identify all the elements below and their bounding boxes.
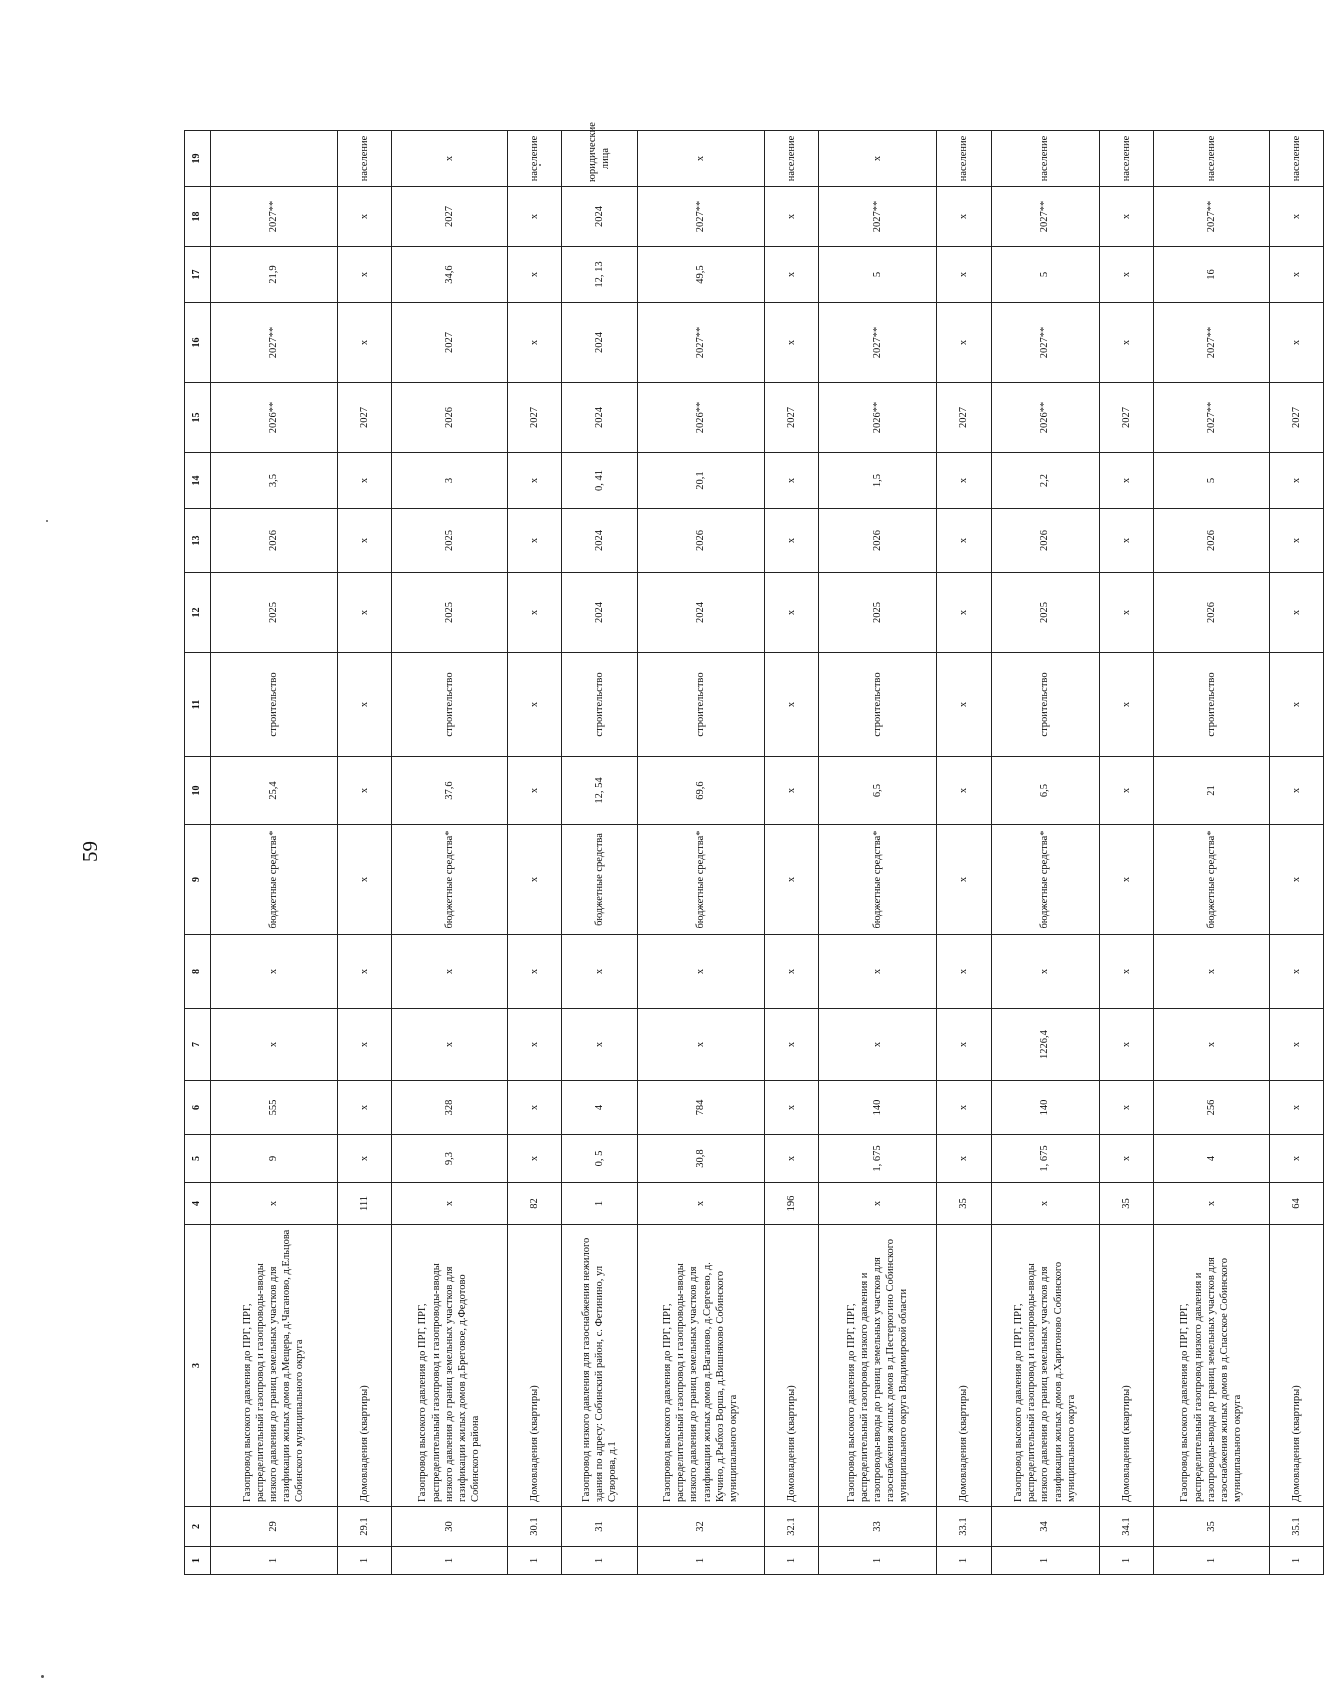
column-number: 14 [185,453,211,509]
table-cell-col-4: 35 [1099,1183,1153,1225]
table-cell-col-10: х [337,757,391,825]
table-cell-col-13: х [1099,509,1153,573]
table-cell-col-4: 111 [337,1183,391,1225]
table-cell-col-16: х [507,303,561,383]
table-cell-col-13: 2025 [391,509,507,573]
table-cell-col-8: х [637,935,764,1009]
table-cell-col-6: х [937,1081,991,1135]
table-cell-col-18: 2027** [1153,187,1269,247]
table-cell-col-8: х [561,935,637,1009]
table-cell-col-2: 32 [637,1507,764,1547]
table-cell-col-10: х [507,757,561,825]
table-cell-col-3: Газопровод высокого давления до ПРГ, ПРГ, распределительный газопровод и газопроводы-вводы низкого давления до границ земельных участков для газификации жилых домов д.Харитоново Собинского муниципального округа [991,1225,1099,1507]
table-cell-col-9: х [937,825,991,935]
table-cell-col-9: х [507,825,561,935]
table-cell-col-9: бюджетные средства* [210,825,337,935]
table-cell-col-16: 2024 [561,303,637,383]
table-cell-col-5: 4 [1153,1135,1269,1183]
table-cell-col-1: 1 [507,1547,561,1575]
table-cell-col-2: 35.1 [1269,1507,1323,1547]
table-cell-col-2: 33.1 [937,1507,991,1547]
table-cell-col-9: бюджетные средства* [391,825,507,935]
table-cell-col-10: 12, 54 [561,757,637,825]
table-cell-col-8: х [764,935,818,1009]
table-cell-col-14: 2,2 [991,453,1099,509]
table-cell-col-1: 1 [1099,1547,1153,1575]
column-number: 2 [185,1507,211,1547]
table-cell-col-8: х [1153,935,1269,1009]
table-cell-col-19: население [937,131,991,187]
table-cell-col-5: 30,8 [637,1135,764,1183]
table-cell-col-5: х [1269,1135,1323,1183]
table-cell-col-11: строительство [818,653,937,757]
column-number: 7 [185,1009,211,1081]
table-cell-col-2: 33 [818,1507,937,1547]
table-cell-col-10: 69,6 [637,757,764,825]
table-cell-col-17: х [1099,247,1153,303]
table-cell-col-17: х [1269,247,1323,303]
scan-speck [41,1675,44,1678]
table-row [1269,131,1323,1575]
table-cell-col-3: Газопровод высокого давления до ПРГ, ПРГ, распределительный газопровод низкого давления и газопроводы-вводы до границ земельных участков для газоснабжения жилых домов в д.Пестерюгино Собинского муниципального округа Владимирской области [818,1225,937,1507]
table-cell-col-1: 1 [764,1547,818,1575]
table-cell-col-1: 1 [337,1547,391,1575]
table-cell-col-14: 1,5 [818,453,937,509]
table-cell-col-7: 1226,4 [991,1009,1099,1081]
table-cell-col-19: население [1153,131,1269,187]
table-cell-col-13: 2026 [818,509,937,573]
table-row [818,131,937,1575]
table-cell-col-18: 2027** [991,187,1099,247]
table-cell-col-12: х [507,573,561,653]
table-cell-col-7: х [637,1009,764,1081]
table-cell-col-13: 2026 [210,509,337,573]
table-cell-col-1: 1 [991,1547,1099,1575]
table-cell-col-2: 35 [1153,1507,1269,1547]
table-cell-col-10: 21 [1153,757,1269,825]
table-cell-col-13: х [507,509,561,573]
table-cell-col-3: Домовладения (квартиры) [507,1225,561,1507]
table-cell-col-10: 37,6 [391,757,507,825]
table-cell-col-4: х [1153,1183,1269,1225]
column-number: 16 [185,303,211,383]
table-cell-col-1: 1 [937,1547,991,1575]
table-cell-col-12: х [1099,573,1153,653]
table-cell-col-14: х [1099,453,1153,509]
table-cell-col-13: 2024 [561,509,637,573]
table-cell-col-10: х [1099,757,1153,825]
table-cell-col-15: 2027 [1099,383,1153,453]
column-number: 4 [185,1183,211,1225]
table-cell-col-18: х [1269,187,1323,247]
table-cell-col-5: 9 [210,1135,337,1183]
table-cell-col-16: х [337,303,391,383]
table-cell-col-5: х [1099,1135,1153,1183]
table-cell-col-3: Домовладения (квартиры) [764,1225,818,1507]
table-cell-col-2: 31 [561,1507,637,1547]
table-cell-col-2: 30.1 [507,1507,561,1547]
table-cell-col-3: Газопровод высокого давления до ПРГ, ПРГ, распределительный газопровод и газопроводы-вводы низкого давления до границ земельных участков для газификации жилых домов д.Мещера, д.Чаганово, д.Ельцова Собинского муниципального округа [210,1225,337,1507]
table-cell-col-11: х [1099,653,1153,757]
table-cell-col-18: 2024 [561,187,637,247]
column-number: 6 [185,1081,211,1135]
table-cell-col-12: 2026 [1153,573,1269,653]
table-cell-col-19: население [1099,131,1153,187]
table-row [210,131,337,1575]
table-cell-col-19: юридические лица [561,131,637,187]
table-cell-col-12: х [337,573,391,653]
table-cell-col-5: 1, 675 [991,1135,1099,1183]
table-cell-col-9: х [764,825,818,935]
table-cell-col-17: 5 [991,247,1099,303]
column-number: 13 [185,509,211,573]
table-cell-col-14: х [337,453,391,509]
table-cell-col-6: 555 [210,1081,337,1135]
table-cell-col-19: население [764,131,818,187]
table-cell-col-5: 9,3 [391,1135,507,1183]
table-cell-col-4: х [991,1183,1099,1225]
table-cell-col-3: Газопровод высокого давления до ПРГ, ПРГ, распределительный газопровод и газопроводы-вводы низкого давления до границ земельных участков для газификации жилых домов д.Ваганово, д.Сергеево, д. Кучино, д.Рыбхоз Ворша, д.Вишняково Собинского муниципального округа [637,1225,764,1507]
table-cell-col-12: 2025 [818,573,937,653]
table-cell-col-15: 2027 [507,383,561,453]
table-cell-col-3: Домовладения (квартиры) [1269,1225,1323,1507]
table-cell-col-19: х [818,131,937,187]
table-row [337,131,391,1575]
table-cell-col-11: х [1269,653,1323,757]
table-cell-col-7: х [391,1009,507,1081]
scan-speck [46,520,48,522]
table-cell-col-4: х [818,1183,937,1225]
table-cell-col-4: 64 [1269,1183,1323,1225]
table-cell-col-9: бюджетные средства* [1153,825,1269,935]
table-cell-col-6: х [764,1081,818,1135]
table-cell-col-11: строительство [391,653,507,757]
table-cell-col-12: 2025 [991,573,1099,653]
page-number: 59 [78,841,102,862]
table-cell-col-18: 2027 [391,187,507,247]
table-cell-col-18: х [764,187,818,247]
table-cell-col-11: строительство [1153,653,1269,757]
table-cell-col-1: 1 [391,1547,507,1575]
table-cell-col-14: 3 [391,453,507,509]
table-cell-col-11: х [507,653,561,757]
table-cell-col-16: х [1099,303,1153,383]
table-cell-col-17: х [337,247,391,303]
table-cell-col-8: х [391,935,507,1009]
table-row [391,131,507,1575]
table-cell-col-9: бюджетные средства* [818,825,937,935]
column-number: 19 [185,131,211,187]
table-cell-col-7: х [937,1009,991,1081]
column-number: 10 [185,757,211,825]
table-cell-col-2: 30 [391,1507,507,1547]
table-cell-col-17: 5 [818,247,937,303]
table-cell-col-11: х [337,653,391,757]
table-cell-col-11: строительство [210,653,337,757]
table-cell-col-17: 34,6 [391,247,507,303]
table-cell-col-10: х [764,757,818,825]
table-cell-col-10: х [1269,757,1323,825]
table-cell-col-18: 2027** [637,187,764,247]
table-cell-col-13: 2026 [1153,509,1269,573]
column-number: 5 [185,1135,211,1183]
table-header-row [185,131,211,1575]
table-cell-col-16: 2027** [1153,303,1269,383]
table-cell-col-7: х [507,1009,561,1081]
table-cell-col-12: х [1269,573,1323,653]
table-cell-col-17: 16 [1153,247,1269,303]
table-cell-col-1: 1 [637,1547,764,1575]
table-cell-col-19: население [991,131,1099,187]
table-cell-col-7: х [1153,1009,1269,1081]
table-cell-col-18: х [937,187,991,247]
table-cell-col-4: 196 [764,1183,818,1225]
table-cell-col-17: 49,5 [637,247,764,303]
table-cell-col-15: 2026 [391,383,507,453]
rotated-table-wrapper [184,122,1324,1575]
table-cell-col-9: х [1269,825,1323,935]
table-cell-col-16: 2027 [391,303,507,383]
table-cell-col-15: 2024 [561,383,637,453]
table-row [764,131,818,1575]
table-cell-col-12: х [937,573,991,653]
table-cell-col-15: 2027 [1269,383,1323,453]
table-cell-col-1: 1 [1269,1547,1323,1575]
table-cell-col-16: 2027** [637,303,764,383]
column-number: 15 [185,383,211,453]
table-cell-col-13: х [764,509,818,573]
table-cell-col-6: 328 [391,1081,507,1135]
table-cell-col-2: 34.1 [1099,1507,1153,1547]
table-cell-col-13: х [937,509,991,573]
table-cell-col-11: х [764,653,818,757]
table-cell-col-6: х [1099,1081,1153,1135]
table-cell-col-6: 4 [561,1081,637,1135]
table-cell-col-18: х [1099,187,1153,247]
table-cell-col-18: 2027** [210,187,337,247]
table-cell-col-1: 1 [561,1547,637,1575]
table-cell-col-14: 20,1 [637,453,764,509]
table-cell-col-17: х [764,247,818,303]
table-cell-col-18: 2027** [818,187,937,247]
table-cell-col-5: х [507,1135,561,1183]
table-cell-col-16: 2027** [991,303,1099,383]
table-cell-col-7: х [210,1009,337,1081]
column-number: 3 [185,1225,211,1507]
table-cell-col-8: х [1269,935,1323,1009]
table-cell-col-12: 2024 [561,573,637,653]
table-cell-col-8: х [818,935,937,1009]
table-cell-col-16: х [937,303,991,383]
table-cell-col-7: х [561,1009,637,1081]
table-cell-col-2: 34 [991,1507,1099,1547]
table-row [991,131,1099,1575]
table-cell-col-9: бюджетные средства* [637,825,764,935]
table-cell-col-6: 140 [818,1081,937,1135]
table-cell-col-3: Газопровод высокого давления до ПРГ, ПРГ, распределительный газопровод и газопроводы-вводы низкого давления до границ земельных участков для газификации жилых домов д.Бреговое, д.Федотово Собинского района [391,1225,507,1507]
table-cell-col-4: 82 [507,1183,561,1225]
table-cell-col-5: х [937,1135,991,1183]
table-row [507,131,561,1575]
table-cell-col-17: 21,9 [210,247,337,303]
column-number: 9 [185,825,211,935]
table-cell-col-11: х [937,653,991,757]
table-cell-col-18: х [507,187,561,247]
table-cell-col-19 [210,131,337,187]
table-cell-col-16: х [764,303,818,383]
table-cell-col-9: бюджетные средства* [991,825,1099,935]
table-cell-col-4: 35 [937,1183,991,1225]
table-cell-col-1: 1 [818,1547,937,1575]
table-cell-col-3: Газопровод высокого давления до ПРГ, ПРГ, распределительный газопровод низкого давления и газопроводы-вводы до границ земельных участков для газоснабжения жилых домов в д.Спасское Собинского муниципального округа [1153,1225,1269,1507]
table-cell-col-15: 2026** [210,383,337,453]
table-cell-col-8: х [210,935,337,1009]
table-cell-col-7: х [764,1009,818,1081]
table-cell-col-19: население [337,131,391,187]
table-cell-col-6: 256 [1153,1081,1269,1135]
table-cell-col-11: строительство [637,653,764,757]
table-cell-col-7: х [818,1009,937,1081]
table-cell-col-12: х [764,573,818,653]
table-cell-col-6: 140 [991,1081,1099,1135]
table-cell-col-12: 2024 [637,573,764,653]
table-cell-col-16: 2027** [210,303,337,383]
table-cell-col-9: х [1099,825,1153,935]
table-cell-col-11: строительство [991,653,1099,757]
table-cell-col-4: х [391,1183,507,1225]
table-cell-col-14: х [937,453,991,509]
table-cell-col-15: 2027 [337,383,391,453]
table-cell-col-17: 12, 13 [561,247,637,303]
table-cell-col-8: х [507,935,561,1009]
table-cell-col-15: 2026** [637,383,764,453]
column-number: 11 [185,653,211,757]
table-cell-col-18: х [337,187,391,247]
table-cell-col-13: 2026 [637,509,764,573]
table-cell-col-15: 2027** [1153,383,1269,453]
table-cell-col-8: х [991,935,1099,1009]
table-cell-col-4: х [637,1183,764,1225]
table-cell-col-5: х [337,1135,391,1183]
table-cell-col-3: Домовладения (квартиры) [1099,1225,1153,1507]
table-cell-col-8: х [937,935,991,1009]
table-cell-col-6: х [1269,1081,1323,1135]
table-cell-col-8: х [337,935,391,1009]
table-row [1099,131,1153,1575]
table-cell-col-17: х [507,247,561,303]
table-cell-col-19: х [637,131,764,187]
table-cell-col-12: 2025 [391,573,507,653]
gasification-table [184,122,1324,1575]
table-cell-col-3: Домовладения (квартиры) [337,1225,391,1507]
column-number: 12 [185,573,211,653]
table-row [937,131,991,1575]
column-number: 8 [185,935,211,1009]
table-cell-col-13: х [1269,509,1323,573]
table-cell-col-10: 25,4 [210,757,337,825]
column-number: 1 [185,1547,211,1575]
table-cell-col-6: х [337,1081,391,1135]
table-cell-col-19: население [1269,131,1323,187]
table-cell-col-16: х [1269,303,1323,383]
table-cell-col-2: 32.1 [764,1507,818,1547]
table-row [1153,131,1269,1575]
table-cell-col-14: х [1269,453,1323,509]
table-cell-col-7: х [1099,1009,1153,1081]
column-number: 17 [185,247,211,303]
table-cell-col-15: 2027 [937,383,991,453]
table-cell-col-14: 3,5 [210,453,337,509]
table-cell-col-3: Домовладения (квартиры) [937,1225,991,1507]
table-cell-col-19: х [391,131,507,187]
table-cell-col-10: 6,5 [991,757,1099,825]
table-cell-col-5: 1, 675 [818,1135,937,1183]
table-cell-col-7: х [1269,1009,1323,1081]
table-cell-col-12: 2025 [210,573,337,653]
table-cell-col-5: х [764,1135,818,1183]
table-cell-col-13: х [337,509,391,573]
table-cell-col-4: 1 [561,1183,637,1225]
table-cell-col-15: 2026** [818,383,937,453]
table-cell-col-2: 29.1 [337,1507,391,1547]
table-cell-col-8: х [1099,935,1153,1009]
table-row [561,131,637,1575]
table-cell-col-7: х [337,1009,391,1081]
table-cell-col-1: 1 [1153,1547,1269,1575]
table-cell-col-14: х [764,453,818,509]
table-cell-col-10: 6,5 [818,757,937,825]
table-cell-col-10: х [937,757,991,825]
table-cell-col-1: 1 [210,1547,337,1575]
table-cell-col-3: Газопровод низкого давления для газоснабжения нежилого здания по адресу: Собинский район, с. Фетинино, ул Суворова, д.1 [561,1225,637,1507]
column-number: 18 [185,187,211,247]
table-cell-col-15: 2027 [764,383,818,453]
table-cell-col-6: 784 [637,1081,764,1135]
table-cell-col-14: 5 [1153,453,1269,509]
table-cell-col-16: 2027** [818,303,937,383]
table-cell-col-5: 0, 5 [561,1135,637,1183]
table-row [637,131,764,1575]
table-cell-col-4: х [210,1183,337,1225]
table-cell-col-19: население [507,131,561,187]
table-cell-col-11: строительство [561,653,637,757]
table-cell-col-13: 2026 [991,509,1099,573]
table-cell-col-17: х [937,247,991,303]
table-cell-col-14: х [507,453,561,509]
table-cell-col-9: бюджетные средства [561,825,637,935]
table-cell-col-9: х [337,825,391,935]
table-cell-col-6: х [507,1081,561,1135]
table-cell-col-15: 2026** [991,383,1099,453]
table-cell-col-14: 0, 41 [561,453,637,509]
table-cell-col-2: 29 [210,1507,337,1547]
